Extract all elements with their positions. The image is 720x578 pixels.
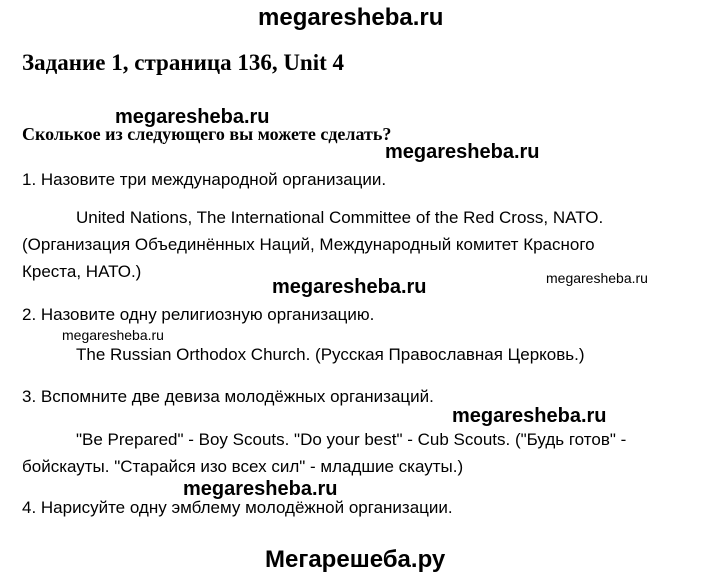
header-site-watermark: megaresheba.ru xyxy=(258,4,444,31)
watermark: megaresheba.ru xyxy=(115,106,270,128)
page-title: Задание 1, страница 136, Unit 4 xyxy=(22,50,345,75)
watermark: megaresheba.ru xyxy=(272,276,427,298)
answer-2-line-1: The Russian Orthodox Church. (Русская Православная Церковь.) xyxy=(76,345,585,364)
watermark: megaresheba.ru xyxy=(183,478,338,500)
answer-3-line-2: бойскауты. "Старайся изо всех сил" - младшие скауты.) xyxy=(22,457,464,476)
watermark: megaresheba.ru xyxy=(62,327,164,343)
question-1: 1. Назовите три международной организации. xyxy=(22,170,387,189)
watermark: megaresheba.ru xyxy=(385,141,540,163)
question-2: 2. Назовите одну религиозную организацию. xyxy=(22,305,375,324)
answer-1-line-2: (Организация Объединённых Наций, Международный комитет Красного xyxy=(22,235,595,254)
question-3: 3. Вспомните две девиза молодёжных организаций. xyxy=(22,387,434,406)
question-4: 4. Нарисуйте одну эмблему молодёжной организации. xyxy=(22,498,453,517)
subheading: Сколькое из следующего вы можете сделать? xyxy=(22,124,392,144)
footer-site-watermark: Мегарешеба.ру xyxy=(265,546,446,573)
watermark: megaresheba.ru xyxy=(452,405,607,427)
answer-1-line-1: United Nations, The International Committee of the Red Cross, NATO. xyxy=(76,208,604,227)
answer-3-line-1: "Be Prepared" - Boy Scouts. "Do your best" - Cub Scouts. ("Будь готов" - xyxy=(76,430,627,449)
answer-1-line-3: Креста, НАТО.) xyxy=(22,262,142,281)
watermark: megaresheba.ru xyxy=(546,270,648,286)
